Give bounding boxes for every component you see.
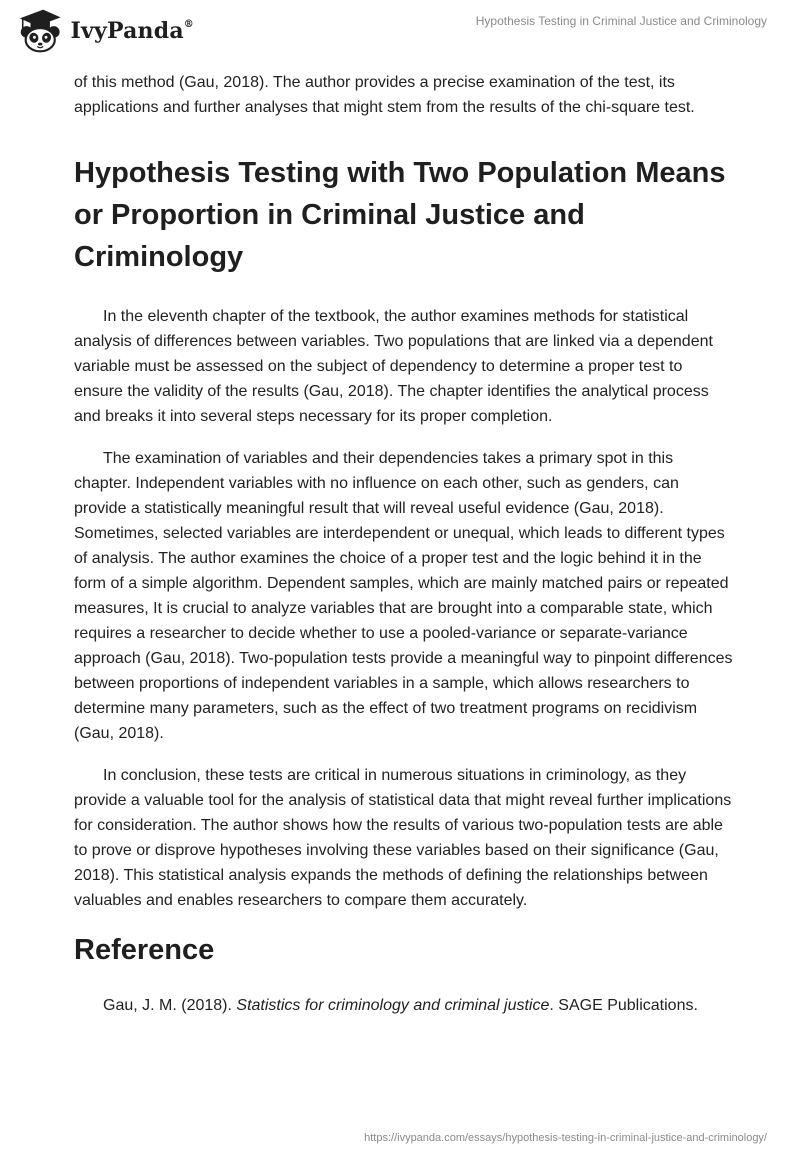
brand-name (70, 18, 194, 44)
body-paragraph-2: The examination of variables and their dependencies takes a primary spot in this chapter. Independent variables with no influence on each other, such as genders, can provide a statistically meaningful result that will reveal useful evidence (Gau, 2018). Sometimes, selected variables are interdependent or unequal, which leads to different types of analysis. The author examines the choice of a proper test and the logic behind it in the form of a simple algorithm. Dependent samples, which are mainly matched pairs or repeated measures, It is crucial to analyze variables that are brought into a comparable state, which requires a researcher to decide whether to use a pooled-variance or separate-variance approach (Gau, 2018). Two-population tests provide a meaningful way to pinpoint differences between proportions of independent variables in a sample, which allows researchers to determine many parameters, such as the effect of two treatment programs on recidivism (Gau, 2018). (74, 450, 733, 742)
reference-publisher: . SAGE Publications. (549, 997, 698, 1014)
intro-paragraph: of this method (Gau, 2018). The author provides a precise examination of the test, its applications and further analyses that might stem from the results of the chi-square test. (74, 74, 695, 116)
essay-body (74, 70, 734, 1018)
reference-entry (74, 993, 734, 1018)
body-paragraph-3: In conclusion, these tests are critical in numerous situations in criminology, as they provide a valuable tool for the analysis of statistical data that might reveal further implications for consideration. The author shows how the results of various two-population tests are able to prove or disprove hypotheses involving these variables based on their significance (Gau, 2018). This statistical analysis expands the methods of defining the relationships between valuables and enables researchers to compare them accurately. (74, 767, 732, 909)
paragraph-gap (74, 746, 734, 763)
page-header (0, 0, 800, 66)
reference-title: Statistics for criminology and criminal justice (236, 997, 550, 1014)
registered-mark: ® (183, 18, 194, 30)
paragraph-gap (74, 429, 734, 446)
reference-authors-year: Gau, J. M. (2018). (103, 997, 237, 1014)
document-title: Hypothesis Testing in Criminal Justice and Criminology (475, 14, 767, 28)
brand-name-text: IvyPanda (70, 18, 184, 44)
reference-heading: Reference (74, 934, 215, 966)
footer-url[interactable]: https://ivypanda.com/essays/hypothesis-testing-in-criminal-justice-and-criminology/ (364, 1132, 767, 1144)
body-paragraph-1: In the eleventh chapter of the textbook, the author examines methods for statistical analysis of differences between variables. Two populations that are linked via a dependent variable must be assessed on the subject of dependency to determine a proper test to ensure the validity of the results (Gau, 2018). The chapter identifies the analytical process and breaks it into several steps necessary for its proper completion. (74, 308, 713, 425)
panda-graduate-icon (14, 6, 64, 54)
section-heading: Hypothesis Testing with Two Population Means or Proportion in Criminal Justice and Criminology (74, 157, 726, 273)
ivypanda-logo[interactable] (14, 6, 194, 54)
